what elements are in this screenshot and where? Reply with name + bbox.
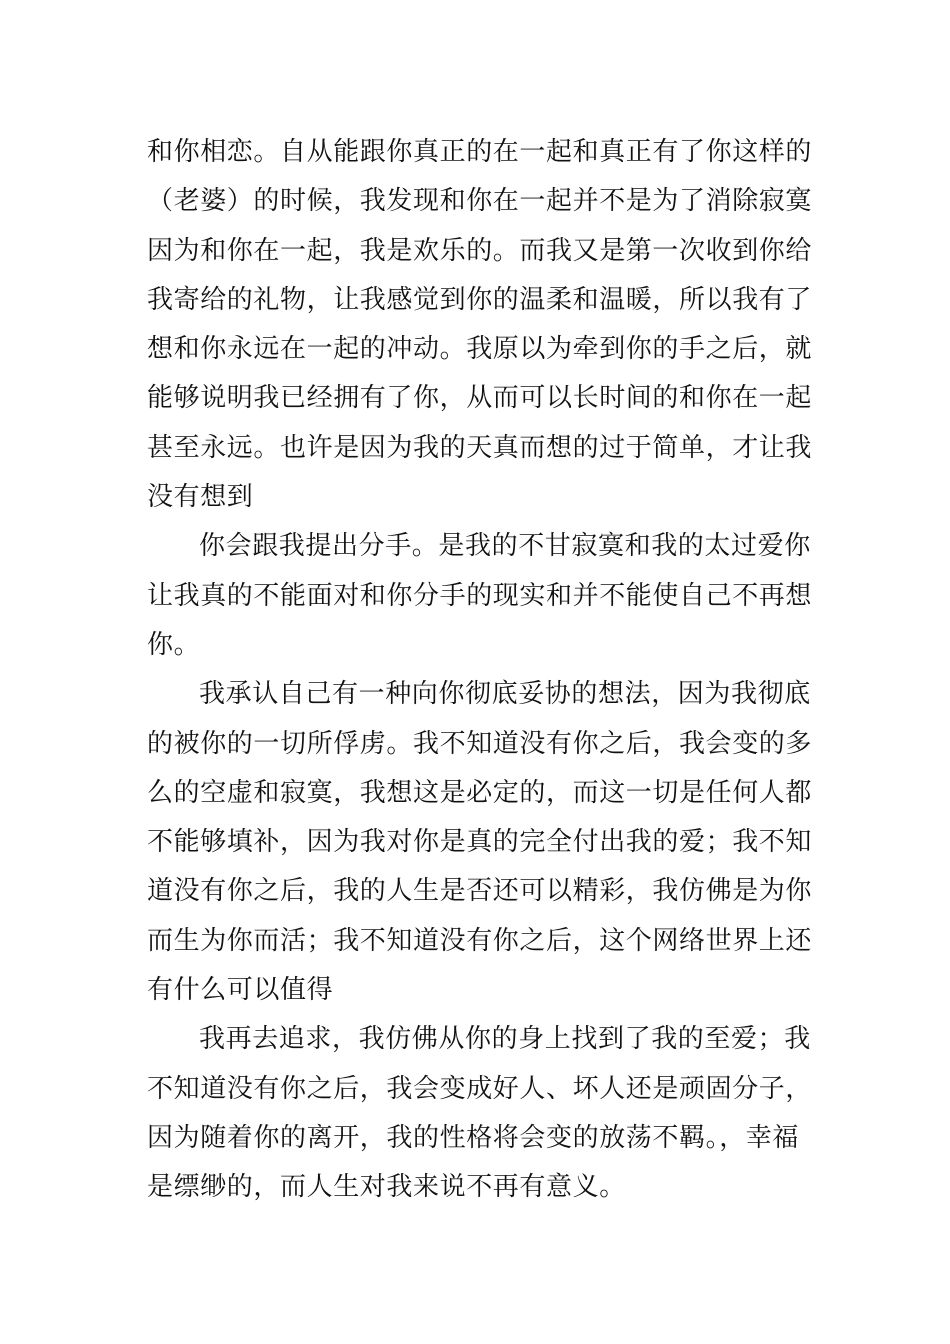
- text-line: 道没有你之后，我的人生是否还可以精彩，我仿佛是为你: [147, 876, 813, 907]
- text-line: 你。: [147, 629, 201, 660]
- text-line: （老婆）的时候，我发现和你在一起并不是为了消除寂寞: [147, 186, 813, 217]
- text-line: 我再去追求，我仿佛从你的身上找到了我的至爱；我: [199, 1024, 811, 1055]
- text-line: 你会跟我提出分手。是我的不甘寂寞和我的太过爱你: [199, 531, 811, 562]
- paragraph-1: [147, 128, 813, 522]
- text-line: 和你相恋。自从能跟你真正的在一起和真正有了你这样的: [147, 137, 813, 167]
- text-line: 么的空虚和寂寞，我想这是必定的，而这一切是任何人都: [147, 777, 813, 808]
- text-line: 是缥缈的，而人生对我来说不再有意义。: [147, 1172, 626, 1203]
- text-line: 不知道没有你之后，我会变成好人、坏人还是顽固分子，: [147, 1073, 813, 1104]
- text-line: 不能够填补，因为我对你是真的完全付出我的爱；我不知: [147, 827, 813, 858]
- paragraph-2: [147, 522, 813, 670]
- document-page: [147, 128, 813, 1213]
- text-line: 让我真的不能面对和你分手的现实和并不能使自己不再想: [147, 580, 813, 611]
- text-line: 没有想到: [147, 482, 254, 513]
- paragraph-4: [147, 1015, 813, 1212]
- text-line: 我承认自己有一种向你彻底妥协的想法，因为我彻底: [199, 679, 811, 710]
- paragraph-3: [147, 670, 813, 1015]
- text-line: 能够说明我已经拥有了你，从而可以长时间的和你在一起: [147, 383, 813, 414]
- text-line: 的被你的一切所俘虏。我不知道没有你之后，我会变的多: [147, 728, 813, 759]
- text-line: 甚至永远。也许是因为我的天真而想的过于简单，才让我: [147, 432, 813, 463]
- text-line: 而生为你而活；我不知道没有你之后，这个网络世界上还: [147, 925, 813, 956]
- text-line: 我寄给的礼物，让我感觉到你的温柔和温暖，所以我有了: [147, 284, 813, 315]
- text-line: 有什么可以值得: [147, 975, 334, 1006]
- text-line: 因为随着你的离开，我的性格将会变的放荡不羁。，幸福: [147, 1122, 800, 1153]
- text-line: 因为和你在一起，我是欢乐的。而我又是第一次收到你给: [147, 235, 813, 266]
- text-line: 想和你永远在一起的冲动。我原以为牵到你的手之后，就: [147, 334, 813, 365]
